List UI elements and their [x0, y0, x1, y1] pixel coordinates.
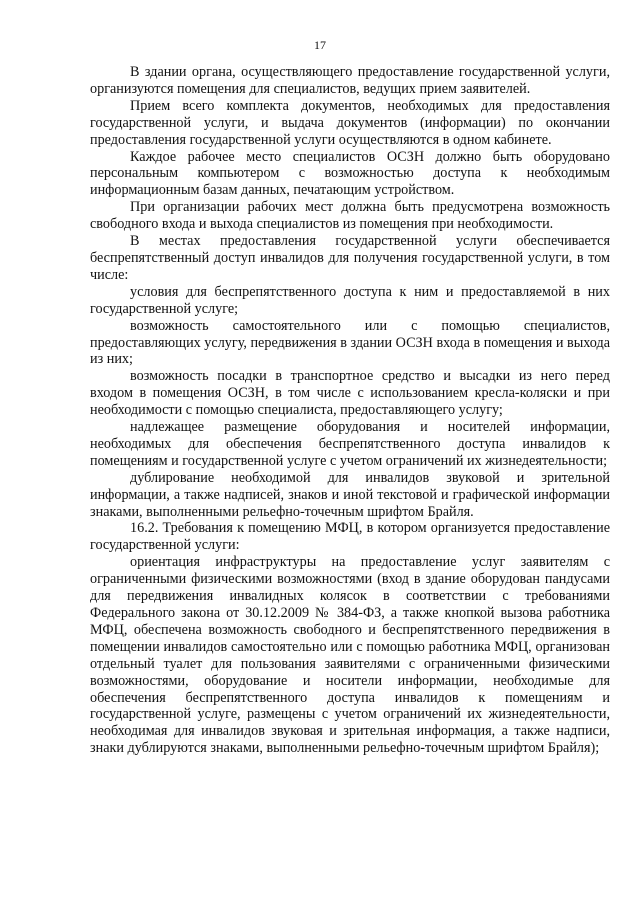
paragraph: В здании органа, осуществляющего предоставление государственной услуги, организуются помещения для специалистов, ведущих прием заявителей. [90, 64, 610, 97]
list-item: надлежащее размещение оборудования и носителей информации, необходимых для обеспечения беспрепятственного доступа инвалидов к помещениям и государственной услуге с учетом ограничений их жизнедеятельности; [90, 419, 610, 469]
paragraph: В местах предоставления государственной услуги обеспечивается беспрепятственный доступ инвалидов для получения государственной услуги, в том числе: [90, 233, 610, 283]
section-paragraph: 16.2. Требования к помещению МФЦ, в котором организуется предоставление государственной услуги: [90, 520, 610, 554]
list-item: дублирование необходимой для инвалидов звуковой и зрительной информации, а также надписей, знаков и иной текстовой и графической информации знаками, выполненными рельефно-точечным шрифтом Брайля. [90, 469, 610, 520]
paragraph: Каждое рабочее место специалистов ОСЗН должно быть оборудовано персональным компьютером с возможностью доступа к необходимым информационным базам данных, печатающим устройством. [90, 148, 610, 199]
page-number: 17 [314, 38, 326, 52]
list-item: возможность самостоятельного или с помощью специалистов, предоставляющих услугу, передвижения в здании ОСЗН входа в помещения и выхода из них; [90, 317, 610, 368]
list-item: ориентация инфраструктуры на предоставление услуг заявителям с ограниченными физическими возможностями (вход в здание оборудован пандусами для передвижения инвалидных колясок в соответствии с требованиями Федерального закона от 30.12.2009 № 384-ФЗ, а также кнопкой вызова работника МФЦ, обеспечена возможность свободного и беспрепятственного передвижения в помещении инвалидов самостоятельно или с помощью работника МФЦ, организован отдельный туалет для пользования заявителями с ограниченными физическими возможностями, оборудование и носители информации, необходимые для обеспечения беспрепятственного доступа инвалидов к помещениям и государственной услуге, размещены с учетом ограничений их жизнедеятельности, необходимая для инвалидов звуковая и зрительная информация, а также надписи, знаки дублируются знаками, выполненными рельефно-точечным шрифтом Брайля); [90, 554, 610, 757]
document-body [90, 64, 610, 757]
list-item: условия для беспрепятственного доступа к ним и предоставляемой в них государственной услуге; [90, 283, 610, 317]
paragraph: При организации рабочих мест должна быть предусмотрена возможность свободного входа и выхода специалистов из помещения при необходимости. [90, 199, 610, 233]
list-item: возможность посадки в транспортное средство и высадки из него перед входом в помещения ОСЗН, в том числе с использованием кресла-коляски и при необходимости с помощью специалиста, предоставляющего услугу; [90, 368, 610, 419]
paragraph: Прием всего комплекта документов, необходимых для предоставления государственной услуги, и выдача документов (информации) по окончании предоставления государственной услуги осуществляются в одном кабинете. [90, 97, 610, 148]
